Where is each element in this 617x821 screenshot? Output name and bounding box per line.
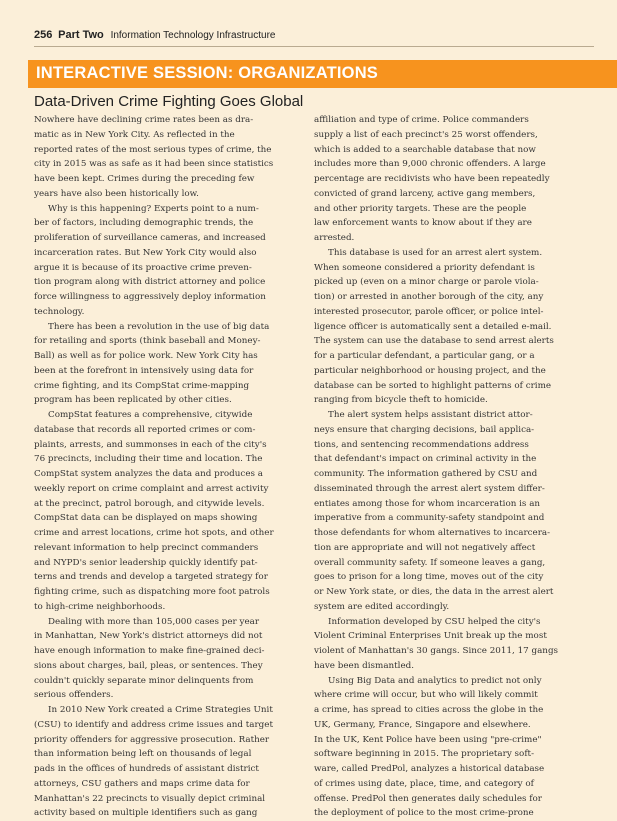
text-line: and other priority targets. These are the people bbox=[314, 203, 527, 214]
text-line: CompStat features a comprehensive, citywide bbox=[48, 410, 253, 420]
text-line: CompStat system analyzes the data and produces a bbox=[34, 469, 263, 479]
text-line: imperative from a community-safety standpoint and bbox=[314, 513, 545, 524]
text-line: law enforcement wants to know about if they are bbox=[314, 218, 532, 229]
text-line: program has been replicated by other cities. bbox=[34, 395, 232, 406]
text-line: ber of factors, including demographic trends, the bbox=[34, 218, 254, 229]
text-line: serious offenders. bbox=[34, 690, 114, 701]
text-line: ligence officer is automatically sent a detailed e-mail. bbox=[314, 321, 552, 332]
text-line: percentage are recidivists who have been repeatedly bbox=[314, 174, 550, 184]
text-line: This database is used for an arrest alert system. bbox=[328, 247, 543, 258]
session-banner bbox=[28, 60, 617, 88]
text-line: Manhattan's 22 precincts to visually depict criminal bbox=[34, 793, 266, 804]
text-line: arrested. bbox=[314, 233, 355, 243]
text-line: goes to prison for a long time, moves out of the city bbox=[314, 572, 544, 583]
text-line: relevant information to help precinct commanders bbox=[34, 542, 259, 553]
article-column-left bbox=[34, 113, 294, 821]
text-line: ranging from bicycle theft to homicide. bbox=[314, 395, 488, 406]
text-line: entiates among those for whom incarceration is an bbox=[314, 498, 541, 509]
text-line: reported rates of the most serious types of crime, the bbox=[34, 144, 272, 155]
text-line: pads in the offices of hundreds of assistant district bbox=[34, 764, 259, 774]
text-line: Nowhere have declining crime rates been as dra- bbox=[34, 115, 254, 125]
text-line: crime fighting, and its CompStat crime-mapping bbox=[34, 380, 250, 391]
text-line: couldn't quickly separate minor delinquents from bbox=[34, 675, 254, 686]
text-line: technology. bbox=[34, 306, 85, 317]
text-line: where crime will occur, but who will likely commit bbox=[314, 690, 538, 701]
text-line: includes more than 9,000 chronic offenders. A large bbox=[314, 159, 546, 170]
text-line: a crime, has spread to cities across the globe in the bbox=[314, 705, 544, 715]
text-line: fighting crime, such as dispatching more foot patrols bbox=[34, 587, 270, 597]
text-line: incarceration rates. But New York City would also bbox=[34, 247, 257, 258]
text-line: to high-crime neighborhoods. bbox=[34, 601, 166, 612]
text-line: activity based on multiple identifiers such as gang bbox=[34, 808, 258, 819]
text-line: years have also been historically low. bbox=[34, 188, 199, 199]
text-line: Ball) as well as for police work. New York City has bbox=[34, 351, 258, 361]
text-line: the deployment of police to the most crime-prone bbox=[314, 808, 534, 819]
text-line: CompStat data can be displayed on maps showing bbox=[34, 513, 258, 524]
text-line: community. The information gathered by CSU and bbox=[314, 469, 538, 479]
text-line: particular neighborhood or housing project, and the bbox=[314, 365, 546, 376]
text-line: The system can use the database to send arrest alerts bbox=[314, 336, 554, 347]
text-line: argue it is because of its proactive crime preven- bbox=[34, 262, 252, 273]
text-line: been at the forefront in intensively using data for bbox=[34, 365, 254, 376]
text-line: that defendant's impact on criminal activity in the bbox=[314, 454, 537, 465]
text-line: tion) or arrested in another borough of the city, any bbox=[314, 292, 544, 302]
text-line: have been kept. Crimes during the preceding few bbox=[34, 174, 255, 184]
text-line: and NYPD's senior leadership quickly identify pat- bbox=[34, 557, 258, 568]
text-line: have been dismantled. bbox=[314, 660, 415, 671]
text-line: of crimes using date, place, time, and category of bbox=[314, 778, 534, 789]
text-line: city in 2015 was as safe as it had been since statistics bbox=[34, 159, 274, 170]
article-column-right bbox=[314, 113, 584, 821]
text-line: convicted of grand larceny, active gang members, bbox=[314, 188, 536, 199]
text-line: system are edited accordingly. bbox=[314, 601, 450, 612]
text-line: for a particular defendant, a particular gang, or a bbox=[314, 351, 535, 361]
text-line: In 2010 New York created a Crime Strategies Unit bbox=[48, 705, 273, 715]
text-line: UK, Germany, France, Singapore and elsewhere. bbox=[314, 719, 531, 730]
text-line: disseminated through the arrest alert system differ- bbox=[314, 483, 545, 494]
text-line: When someone considered a priority defendant is bbox=[314, 262, 535, 273]
text-line: for retailing and sports (think baseball and Money- bbox=[34, 336, 261, 347]
text-line: Using Big Data and analytics to predict not only bbox=[328, 675, 542, 686]
text-line: those defendants for whom alternatives to incarcera- bbox=[314, 528, 551, 538]
text-line: matic as in New York City. As reflected in the bbox=[34, 129, 235, 140]
text-line: interested prosecutor, parole officer, or police intel- bbox=[314, 306, 544, 317]
text-line: ware, called PredPol, analyzes a historical database bbox=[314, 764, 545, 774]
text-line: priority offenders for aggressive prosecution. Rather bbox=[34, 734, 270, 745]
text-line: terns and trends and develop a targeted strategy for bbox=[34, 572, 268, 583]
article-title: Data-Driven Crime Fighting Goes Global bbox=[34, 93, 304, 110]
text-line: Why is this happening? Experts point to a num- bbox=[48, 203, 259, 214]
page-header bbox=[34, 29, 275, 41]
text-line: crime and arrest locations, crime hot spots, and other bbox=[34, 528, 274, 538]
text-line: neys ensure that charging decisions, bail applica- bbox=[314, 424, 535, 435]
text-line: software beginning in 2015. The proprietary soft- bbox=[314, 749, 535, 760]
page-number: 256 bbox=[34, 29, 53, 41]
text-line: tions, and sentencing recommendations address bbox=[314, 439, 529, 450]
text-line: (CSU) to identify and address crime issues and target bbox=[34, 719, 273, 730]
text-line: overall community safety. If someone leaves a gang, bbox=[314, 557, 546, 568]
text-line: weekly report on crime complaint and arrest activity bbox=[34, 483, 269, 494]
text-line: database that records all reported crimes or com- bbox=[34, 424, 256, 435]
text-line: picked up (even on a minor charge or parole viola- bbox=[314, 277, 539, 288]
text-line: database can be sorted to highlight patterns of crime bbox=[314, 380, 552, 391]
text-line: have enough information to make fine-grained deci- bbox=[34, 646, 265, 656]
text-line: at the precinct, patrol borough, and citywide levels. bbox=[34, 498, 265, 509]
text-line: or New York state, or dies, the data in the arrest alert bbox=[314, 587, 554, 597]
text-line: plaints, arrests, and summonses in each of the city's bbox=[34, 439, 267, 450]
text-line: Information developed by CSU helped the city's bbox=[328, 616, 541, 627]
text-line: than information being left on thousands of legal bbox=[34, 749, 252, 760]
text-line: affiliation and type of crime. Police commanders bbox=[314, 115, 529, 125]
text-line: offense. PredPol then generates daily schedules for bbox=[314, 793, 542, 804]
text-line: tion program along with district attorney and police bbox=[34, 277, 266, 288]
text-line: sions about charges, bail, pleas, or sentences. They bbox=[34, 660, 263, 671]
text-line: in Manhattan, New York's district attorneys did not bbox=[34, 631, 263, 642]
text-line: tion are appropriate and will not negatively affect bbox=[314, 542, 536, 553]
text-line: supply a list of each precinct's 25 worst offenders, bbox=[314, 129, 538, 140]
part-label: Part Two bbox=[58, 29, 104, 41]
text-line: 76 precincts, including their time and location. The bbox=[34, 454, 263, 465]
section-label: Information Technology Infrastructure bbox=[110, 30, 276, 41]
text-line: In the UK, Kent Police have been using "pre-crime" bbox=[314, 734, 542, 745]
header-divider bbox=[34, 46, 594, 47]
text-line: The alert system helps assistant district attor- bbox=[328, 410, 533, 420]
text-line: violent of Manhattan's 30 gangs. Since 2011, 17 gangs bbox=[314, 646, 559, 656]
text-line: proliferation of surveillance cameras, and increased bbox=[34, 233, 266, 243]
text-line: There has been a revolution in the use of big data bbox=[48, 321, 270, 332]
text-line: Violent Criminal Enterprises Unit break up the most bbox=[314, 631, 547, 642]
text-line: attorneys, CSU gathers and maps crime data for bbox=[34, 778, 250, 789]
banner-title: INTERACTIVE SESSION: ORGANIZATIONS bbox=[36, 64, 379, 82]
text-line: force willingness to aggressively deploy information bbox=[34, 292, 266, 302]
text-line: which is added to a searchable database that now bbox=[314, 144, 536, 155]
text-line: Dealing with more than 105,000 cases per year bbox=[48, 616, 260, 627]
